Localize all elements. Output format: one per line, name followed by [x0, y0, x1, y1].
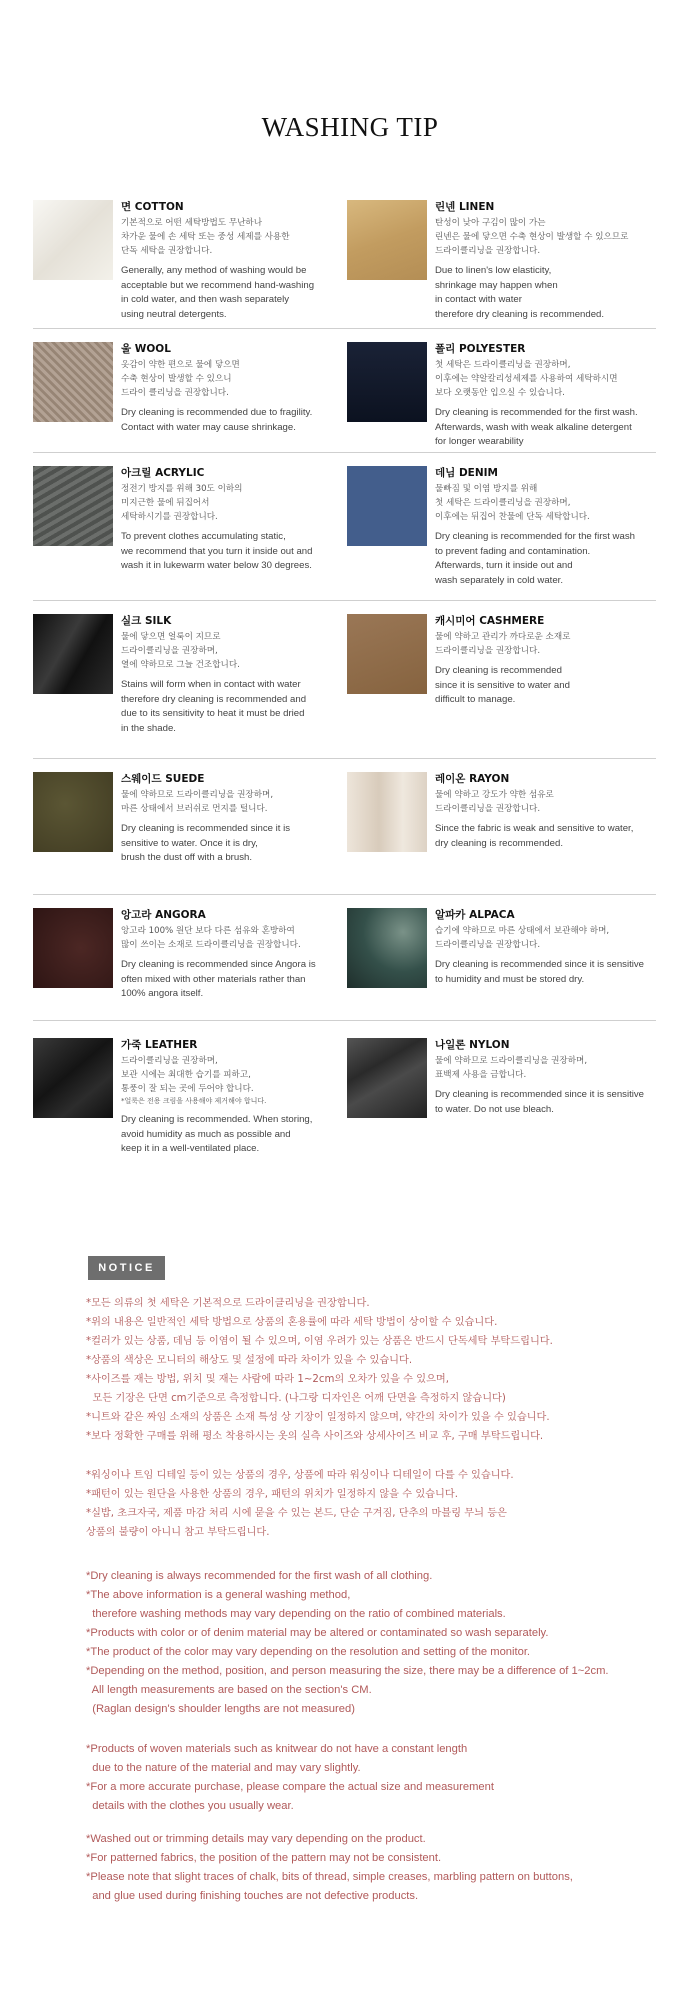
fabric-name: 캐시미어 CASHMERE: [435, 615, 545, 627]
notice-line: details with the clothes you usually wear.: [86, 1800, 294, 1812]
notice-line: All length measurements are based on the section's CM.: [86, 1684, 372, 1696]
fabric-en-text: Dry cleaning is recommended for the first wash. Afterwards, wash with weak alkaline detergent for longer wearability: [435, 407, 638, 447]
notice-line: due to the nature of the material and may vary slightly.: [86, 1762, 361, 1774]
fabric-en-text: Dry cleaning is recommended due to fragility. Contact with water may cause shrinkage.: [121, 407, 313, 433]
fabric-name: 나일론 NYLON: [435, 1039, 510, 1051]
fabric-en-text: Generally, any method of washing would be acceptable but we recommend hand-washing in cold water, and then wash separately using neutral detergents.: [121, 265, 315, 320]
notice-line: *보다 정확한 구매를 위해 평소 착용하시는 옷의 실측 사이즈와 상세사이즈 비교 후, 구매 부탁드립니다.: [86, 1431, 544, 1442]
fabric-name: 앙고라 ANGORA: [121, 909, 206, 921]
notice-badge: NOTICE: [88, 1256, 165, 1280]
fabric-ko-text: 옷감이 약한 편으로 물에 닿으면 수축 현상이 발생할 수 있으니 드라이 클리닝을 권장합니다.: [121, 360, 240, 398]
divider: [33, 600, 656, 601]
fabric-name: 울 WOOL: [121, 343, 171, 355]
suede-swatch: [33, 772, 113, 852]
fabric-ko-text: 물에 약하고 관리가 까다로운 소재로 드라이클리닝을 권장합니다.: [435, 632, 571, 656]
silk-swatch: [33, 614, 113, 694]
fabric-ko-text: 습기에 약하므로 마른 상태에서 보관해야 하며, 드라이클리닝을 권장합니다.: [435, 926, 610, 950]
wool-swatch: [33, 342, 113, 422]
notice-line: *워싱이나 트임 디테일 등이 있는 상품의 경우, 상품에 따라 워싱이나 디테일이 다를 수 있습니다.: [86, 1470, 514, 1481]
fabric-ko-text: 드라이클리닝을 권장하며, 보관 시에는 최대한 습기를 피하고, 통풍이 잘 되는 곳에 두어야 합니다.: [121, 1056, 254, 1094]
notice-line: 모든 기장은 단면 cm기준으로 측정합니다. (나그랑 디자인은 어깨 단면을 측정하지 않습니다): [86, 1393, 506, 1404]
notice-line: *사이즈를 재는 방법, 위치 및 재는 사람에 따라 1~2cm의 오차가 있을 수 있으며,: [86, 1374, 450, 1385]
fabric-en-text: Dry cleaning is recommended since Angora is often mixed with other materials rather than 100% angora itself.: [121, 959, 316, 999]
fabric-ko-text: 물에 약하므로 드라이클리닝을 권장하며, 마른 상태에서 브러쉬로 먼지를 털니다.: [121, 790, 274, 814]
fabric-en-text: Since the fabric is weak and sensitive to water, dry cleaning is recommended.: [435, 823, 634, 849]
fabric-ko-text: 앙고라 100% 원단 보다 다른 섬유와 혼방하여 많이 쓰이는 소재로 드라이클리닝을 권장합니다.: [121, 926, 301, 950]
fabric-en-text: Dry cleaning is recommended since it is sensitive to water. Do not use bleach.: [435, 1089, 645, 1115]
notice-line: *Products with color or of denim material may be altered or contaminated so wash separately.: [86, 1627, 549, 1639]
notice-line: *Washed out or trimming details may vary depending on the product.: [86, 1833, 426, 1845]
leather-swatch: [33, 1038, 113, 1118]
fabric-name: 데님 DENIM: [435, 467, 498, 479]
fabric-ko-text: 물에 약하고 강도가 약한 섬유로 드라이클리닝을 권장합니다.: [435, 790, 554, 814]
linen-swatch: [347, 200, 427, 280]
polyester-swatch: [347, 342, 427, 422]
fabric-en-text: Dry cleaning is recommended since it is sensitive to humidity and must be stored dry.: [435, 959, 645, 985]
notice-line: and glue used during finishing touches are not defective products.: [86, 1890, 419, 1902]
notice-line: *상품의 색상은 모니터의 해상도 및 설정에 따라 차이가 있을 수 있습니다.: [86, 1355, 413, 1366]
notice-line: *For patterned fabrics, the position of the pattern may not be consistent.: [86, 1852, 442, 1864]
fabric-name: 레이온 RAYON: [435, 773, 510, 785]
fabric-name: 실크 SILK: [121, 615, 172, 627]
fabric-name: 폴리 POLYESTER: [435, 343, 526, 355]
acrylic-swatch: [33, 466, 113, 546]
notice-line: therefore washing methods may vary depending on the ratio of combined materials.: [86, 1608, 506, 1620]
divider: [33, 452, 656, 453]
notice-line: *Dry cleaning is always recommended for the first wash of all clothing.: [86, 1570, 433, 1582]
fabric-ko-text: 탄성이 낮아 구김이 많이 가는 린넨은 물에 닿으면 수축 현상이 발생할 수 있으므로 드라이클리닝을 권장합니다.: [435, 218, 629, 256]
fabric-name: 가죽 LEATHER: [121, 1039, 198, 1051]
notice-line: *컬러가 있는 상품, 데님 등 이염이 될 수 있으며, 이염 우려가 있는 상품은 반드시 단독세탁 부탁드립니다.: [86, 1336, 553, 1347]
notice-en-group-3: [86, 1830, 686, 1906]
fabric-en-text: Dry cleaning is recommended since it is sensitive to water and difficult to manage.: [435, 665, 570, 705]
fabric-ko-text: 첫 세탁은 드라이클리닝을 권장하며, 이후에는 약알칼리성세제를 사용하여 세탁하시면 보다 오랫동안 입으실 수 있습니다.: [435, 360, 618, 398]
fabric-name: 스웨이드 SUEDE: [121, 773, 205, 785]
notice-ko-group-1: [86, 1294, 686, 1446]
fabric-name: 린넨 LINEN: [435, 201, 495, 213]
cashmere-swatch: [347, 614, 427, 694]
fabric-en-text: Stains will form when in contact with water therefore dry cleaning is recommended and due to its sensitivity to heat it must be dried in the shade.: [121, 679, 307, 734]
notice-line: *The above information is a general washing method,: [86, 1589, 351, 1601]
fabric-ko-text: 물빠짐 및 이염 방지를 위해 첫 세탁은 드라이클리닝을 권장하며, 이후에는 뒤집어 찬물에 단독 세탁합니다.: [435, 484, 590, 522]
notice-line: *실밥, 초크자국, 제품 마감 처리 시에 묻을 수 있는 본드, 단순 구겨짐, 단추의 마블링 무늬 등은: [86, 1508, 507, 1519]
page-title: WASHING TIP: [261, 112, 439, 142]
fabric-en-text: Dry cleaning is recommended since it is sensitive to water. Once it is dry, brush the dust off with a brush.: [121, 823, 291, 863]
fabric-name: 알파카 ALPACA: [435, 909, 515, 921]
divider: [33, 758, 656, 759]
notice-en-group-1: [86, 1567, 686, 1719]
fabric-ko-text: 기본적으로 어떤 세탁방법도 무난하나 차가운 물에 손 세탁 또는 중성 세제를 사용한 단독 세탁을 권장합니다.: [121, 218, 290, 256]
notice-ko-group-2: [86, 1466, 686, 1542]
fabric-ko-text: 물에 약하므로 드라이클리닝을 권장하며, 표백제 사용을 금합니다.: [435, 1056, 588, 1080]
notice-line: *니트와 같은 짜임 소재의 상품은 소재 특성 상 기장이 일정하지 않으며, 약간의 차이가 있을 수 있습니다.: [86, 1412, 550, 1423]
notice-line: *The product of the color may vary depending on the resolution and setting of the monitor.: [86, 1646, 531, 1658]
notice-line: *Products of woven materials such as knitwear do not have a constant length: [86, 1743, 468, 1755]
divider: [33, 328, 656, 329]
divider: [33, 894, 656, 895]
angora-swatch: [33, 908, 113, 988]
notice-line: *위의 내용은 일반적인 세탁 방법으로 상품의 혼용률에 따라 세탁 방법이 상이할 수 있습니다.: [86, 1317, 498, 1328]
fabric-name: 면 COTTON: [121, 201, 184, 213]
fabric-en-text: Dry cleaning is recommended for the first wash to prevent fading and contamination. Afterwards, turn it inside out and wash separately in cold water.: [435, 531, 635, 586]
rayon-swatch: [347, 772, 427, 852]
fabric-en-text: Due to linen's low elasticity, shrinkage may happen when in contact with water therefore dry cleaning is recommended.: [435, 265, 605, 320]
cotton-swatch: [33, 200, 113, 280]
fabric-en-text: Dry cleaning is recommended. When storing, avoid humidity as much as possible and keep it in a well-ventilated place.: [121, 1114, 313, 1154]
notice-en-group-2: [86, 1740, 686, 1816]
notice-line: 상품의 불량이 아니니 참고 부탁드립니다.: [86, 1527, 270, 1538]
notice-line: (Raglan design's shoulder lengths are not measured): [86, 1703, 355, 1715]
nylon-swatch: [347, 1038, 427, 1118]
notice-line: *패턴이 있는 원단을 사용한 상품의 경우, 패턴의 위치가 일정하지 않을 수 있습니다.: [86, 1489, 458, 1500]
fabric-ko-note: *얼룩은 전용 크림을 사용해야 제거해야 합니다.: [121, 1097, 267, 1105]
fabric-name: 아크릴 ACRYLIC: [121, 467, 205, 479]
alpaca-swatch: [347, 908, 427, 988]
notice-line: *Please note that slight traces of chalk, bits of thread, simple creases, marbling pattern on buttons,: [86, 1871, 573, 1883]
notice-line: *모든 의류의 첫 세탁은 기본적으로 드라이클리닝을 권장합니다.: [86, 1298, 370, 1309]
divider: [33, 1020, 656, 1021]
fabric-ko-text: 정전기 방지를 위해 30도 이하의 미지근한 물에 뒤집어서 세탁하시기를 권장합니다.: [121, 484, 243, 522]
denim-swatch: [347, 466, 427, 546]
fabric-en-text: To prevent clothes accumulating static, we recommend that you turn it inside out and wash it in lukewarm water below 30 degrees.: [121, 531, 313, 571]
notice-line: *Depending on the method, position, and person measuring the size, there may be a difference of 1~2cm.: [86, 1665, 609, 1677]
fabric-ko-text: 물에 닿으면 얼룩이 지므로 드라이클리닝을 권장하며, 열에 약하므로 그늘 건조합니다.: [121, 632, 240, 670]
notice-line: *For a more accurate purchase, please compare the actual size and measurement: [86, 1781, 494, 1793]
